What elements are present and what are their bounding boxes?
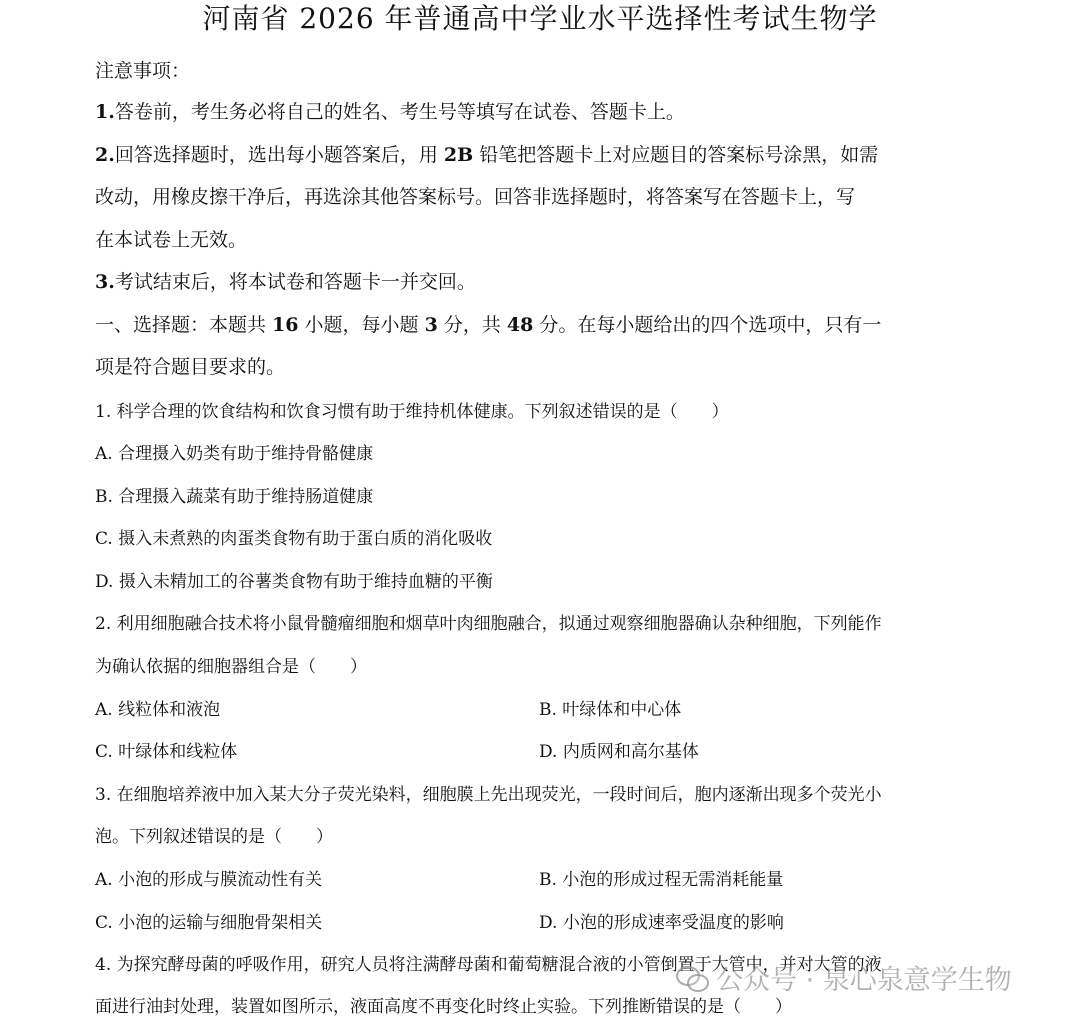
question-3-stem-line-2: 泡。下列叙述错误的是（ ） (95, 827, 333, 847)
question-3-option-d: D. 小泡的形成速率受温度的影响 (539, 913, 784, 933)
question-2-option-c: C. 叶绿体和线粒体 (95, 742, 238, 762)
question-1-option-a: A. 合理摄入奶类有助于维持骨骼健康 (95, 444, 374, 464)
notes-heading: 注意事项： (95, 60, 191, 82)
question-2-option-b: B. 叶绿体和中心体 (539, 700, 682, 720)
wechat-icon (676, 964, 710, 992)
question-1-option-d: D. 摄入未精加工的谷薯类食物有助于维持血糖的平衡 (95, 572, 493, 592)
question-3-option-c: C. 小泡的运输与细胞骨架相关 (95, 913, 323, 933)
watermark-text: 公众号 · 泉心泉意学生物 (716, 965, 1012, 996)
question-2-stem: 2. 利用细胞融合技术将小鼠骨髓瘤细胞和烟草叶肉细胞融合，拟通过观察细胞器确认杂种细胞，下列能作 (95, 614, 882, 634)
note-number: 2. (95, 144, 115, 166)
note-2-line-3: 在本试卷上无效。 (95, 229, 248, 251)
section-heading-line-2: 项是符合题目要求的。 (95, 356, 286, 378)
question-2-stem-line-2: 为确认依据的细胞器组合是（ ） (95, 657, 367, 677)
section-text: 一、选择题：本题共 (95, 314, 273, 336)
note-1 (95, 97, 685, 124)
page-title: 河南省 2026 年普通高中学业水平选择性考试生物学 (202, 2, 878, 35)
note-3 (95, 267, 476, 294)
question-4-stem: 4. 为探究酵母菌的呼吸作用，研究人员将注满酵母菌和葡萄糖混合液的小管倒置于大管中，并对大管的液 (95, 955, 882, 975)
note-text: 回答选择题时，选出每小题答案后，用 (114, 144, 444, 166)
question-4-stem-line-2: 面进行油封处理，装置如图所示，液面高度不再变化时终止实验。下列推断错误的是（ ） (95, 997, 792, 1017)
section-total-points: 48 (506, 314, 534, 336)
question-1-option-b: B. 合理摄入蔬菜有助于维持肠道健康 (95, 487, 374, 507)
note-2-line-2: 改动，用橡皮擦干净后，再选涂其他答案标号。回答非选择题时，将答案写在答题卡上，写 (95, 186, 856, 208)
note-number: 3. (95, 271, 115, 293)
question-2-option-d: D. 内质网和高尔基体 (539, 742, 699, 762)
section-text: 分，共 (437, 314, 507, 336)
question-2-option-a: A. 线粒体和液泡 (95, 700, 221, 720)
question-3-option-a: A. 小泡的形成与膜流动性有关 (95, 870, 323, 890)
section-text: 分。在每小题给出的四个选项中，只有一 (533, 314, 882, 336)
question-1-stem: 1. 科学合理的饮食结构和饮食习惯有助于维持机体健康。下列叙述错误的是（ ） (95, 402, 729, 422)
question-1-option-c: C. 摄入未煮熟的肉蛋类食物有助于蛋白质的消化吸收 (95, 529, 493, 549)
section-heading (95, 310, 881, 337)
section-points-each: 3 (424, 314, 438, 336)
question-3-option-b: B. 小泡的形成过程无需消耗能量 (539, 870, 784, 890)
watermark (676, 958, 1012, 997)
note-text: 答卷前，考生务必将自己的姓名、考生号等填写在试卷、答题卡上。 (114, 101, 685, 123)
note-text: 铅笔把答题卡上对应题目的答案标号涂黑，如需 (473, 144, 879, 166)
note-pencil-grade: 2B (443, 144, 474, 166)
section-count: 16 (272, 314, 299, 336)
question-3-stem: 3. 在细胞培养液中加入某大分子荧光染料，细胞膜上先出现荧光，一段时间后，胞内逐渐出现多个荧光小 (95, 785, 882, 805)
section-text: 小题，每小题 (298, 314, 425, 336)
note-number: 1. (95, 101, 115, 123)
note-text: 考试结束后，将本试卷和答题卡一并交回。 (114, 271, 476, 293)
note-2 (95, 140, 878, 167)
